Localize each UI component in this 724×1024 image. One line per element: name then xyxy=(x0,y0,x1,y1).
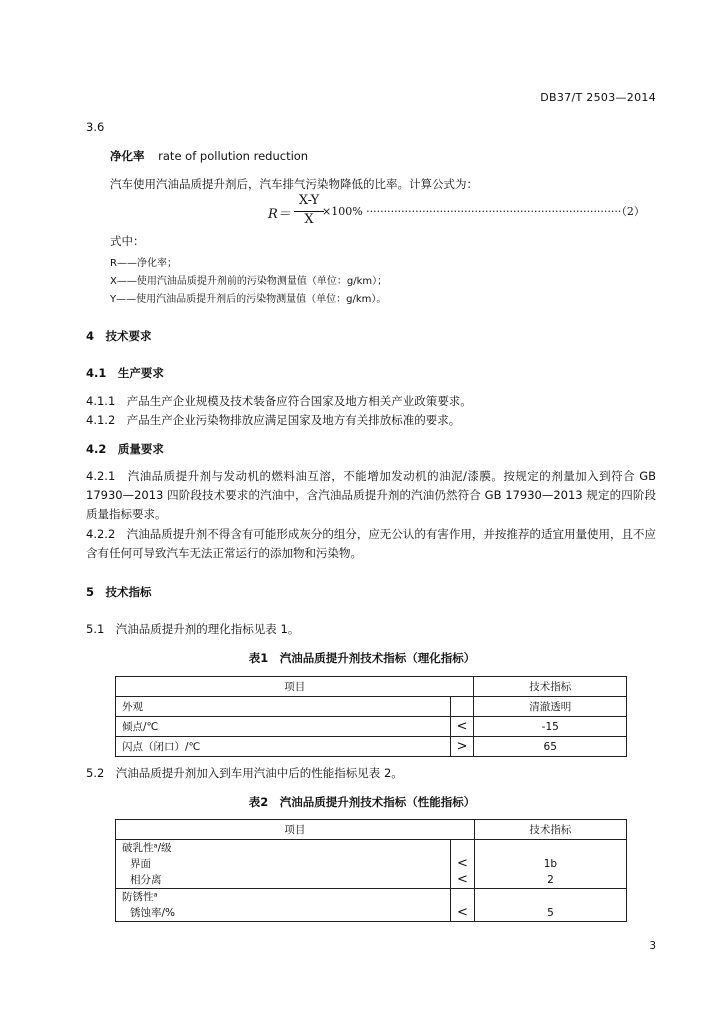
variable-y: Y——使用汽油品质提升剂后的污染物测量值（单位：g/km）。 xyxy=(110,294,387,305)
row-symbol: < xyxy=(450,717,474,737)
term-definition: 汽车使用汽油品质提升剂后，汽车排气污染物降低的比率。计算公式为： xyxy=(110,177,478,191)
col-header-item: 项目 xyxy=(116,820,475,840)
term-en: rate of pollution reduction xyxy=(158,149,309,163)
term-cn: 净化率 xyxy=(110,149,145,163)
variable-r: R——净化率； xyxy=(110,258,177,269)
formula-rhs: ×100% ·········································································（2） xyxy=(322,205,645,218)
table-1 xyxy=(115,676,627,757)
row-symbol: < xyxy=(456,905,468,920)
section-4-heading: 4 技术要求 xyxy=(86,329,152,343)
row-values xyxy=(474,840,626,889)
row-value: 1b xyxy=(543,858,558,870)
clause-number-3-6: 3.6 xyxy=(86,120,105,134)
section-4-2-heading: 4.2 质量要求 xyxy=(86,442,164,456)
table-1-caption: 表1 汽油品质提升剂技术指标（理化指标） xyxy=(248,651,476,665)
table-2-caption: 表2 汽油品质提升剂技术指标（性能指标） xyxy=(248,795,476,809)
row-symbol: < xyxy=(456,856,468,871)
group-title: 破乳性ᵃ/级 xyxy=(122,842,172,854)
clause-4-2-2: 4.2.2 汽油品质提升剂不得含有可能形成灰分的组分，应无公认的有害作用，并按推荐的适宜用量使用，且不应含有任何可导致汽车无法正常运行的添加物和污染物。 xyxy=(86,527,656,560)
section-5-heading: 5 技术指标 xyxy=(86,585,152,599)
row-symbol xyxy=(450,697,474,717)
table-row xyxy=(116,840,627,889)
formula-denominator: X xyxy=(304,212,314,227)
col-header-item: 项目 xyxy=(116,677,474,697)
row-values xyxy=(474,889,626,922)
clause-4-2-1: 4.2.1 汽油品质提升剂与发动机的燃料油互溶，不能增加发动机的油泥/漆膜。按规定的剂量加入到符合 GB 17930—2013 四阶段技术要求的汽油中，含汽油品质提升剂的汽油仍然符合 GB 17930—2013 规定的四阶段质量指标要求。 xyxy=(86,469,656,521)
table-row xyxy=(116,889,627,922)
row-item: 倾点/℃ xyxy=(116,717,451,737)
row-value: -15 xyxy=(474,717,627,737)
clause-5-2: 5.2 汽油品质提升剂加入到车用汽油中后的性能指标见表 2。 xyxy=(86,766,403,780)
section-4-1-heading: 4.1 生产要求 xyxy=(86,366,164,380)
page-number: 3 xyxy=(649,940,656,952)
row-item: 闪点（闭口）/℃ xyxy=(116,737,451,757)
col-header-spec: 技术指标 xyxy=(474,820,626,840)
table-row xyxy=(116,737,627,757)
formula-lhs: R＝ xyxy=(268,207,291,222)
col-header-spec: 技术指标 xyxy=(474,677,627,697)
clause-4-1-2: 4.1.2 产品生产企业污染物排放应满足国家及地方有关排放标准的要求。 xyxy=(86,413,461,427)
where-label: 式中： xyxy=(110,234,145,248)
table-2 xyxy=(115,819,627,922)
table-row xyxy=(116,697,627,717)
row-value: 5 xyxy=(547,907,554,919)
row-item: 外观 xyxy=(116,697,451,717)
row-symbols xyxy=(450,889,474,922)
term-heading xyxy=(110,148,308,164)
row-symbol: > xyxy=(450,737,474,757)
variable-x: X——使用汽油品质提升剂前的污染物测量值（单位：g/km）； xyxy=(110,276,388,287)
table-row xyxy=(116,717,627,737)
row-symbol: < xyxy=(456,872,468,887)
row-symbols xyxy=(450,840,474,889)
row-value: 2 xyxy=(547,874,554,886)
clause-4-1-1: 4.1.1 产品生产企业规模及技术装备应符合国家及地方相关产业政策要求。 xyxy=(86,394,472,408)
row-item-group-rust xyxy=(116,889,451,922)
formula-numerator: X-Y xyxy=(298,193,320,208)
table-header-row xyxy=(116,820,627,840)
standard-number: DB37/T 2503—2014 xyxy=(540,91,656,104)
row-item-group-demulsibility xyxy=(116,840,451,889)
group-title: 防锈性ᵃ xyxy=(122,891,158,903)
table-header-row xyxy=(116,677,627,697)
sub-item: 相分离 xyxy=(130,874,162,886)
clause-5-1: 5.1 汽油品质提升剂的理化指标见表 1。 xyxy=(86,622,300,636)
row-value: 65 xyxy=(474,737,627,757)
sub-item: 界面 xyxy=(130,858,151,870)
row-value: 清澈透明 xyxy=(474,697,627,717)
sub-item: 锈蚀率/% xyxy=(130,907,176,919)
